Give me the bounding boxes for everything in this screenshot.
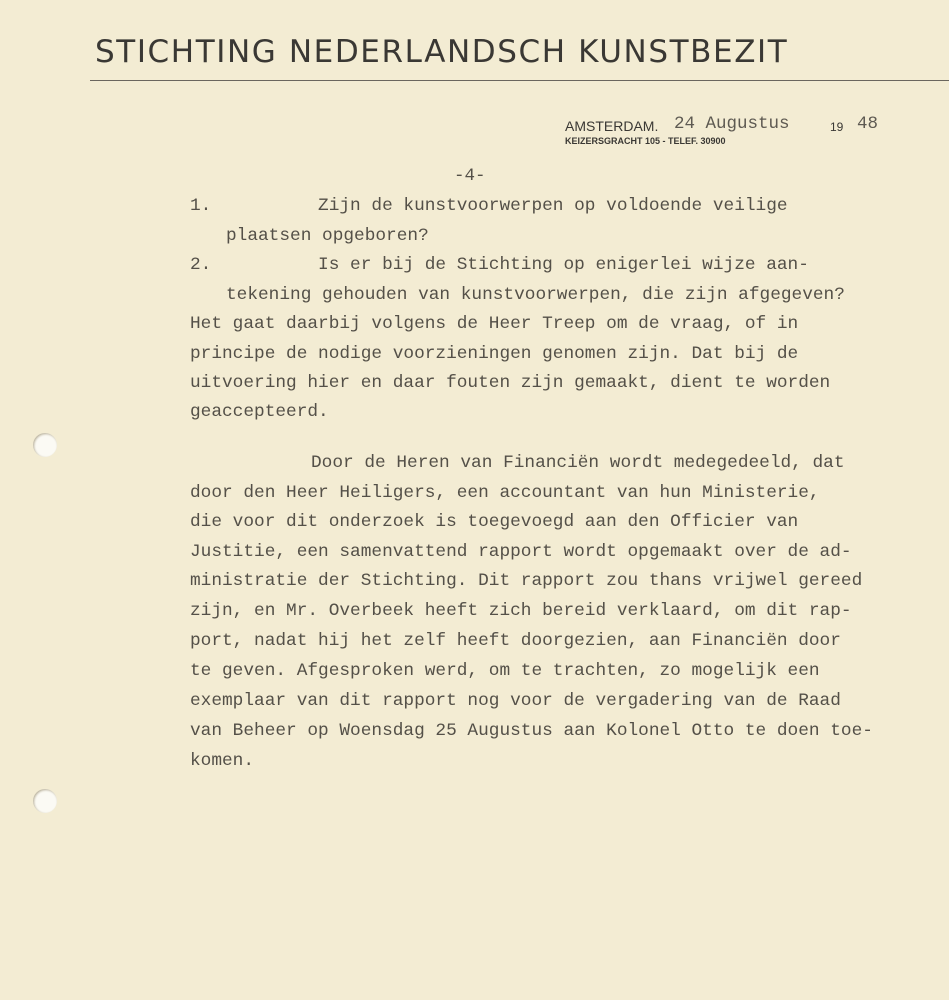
page-number: -4- xyxy=(454,166,486,186)
letterhead-address: KEIZERSGRACHT 105 - TELEF. 30900 xyxy=(565,136,726,146)
text-line: Justitie, een samenvattend rapport wordt opgemaakt over de ad- xyxy=(190,542,852,562)
letterhead-rule xyxy=(90,80,949,81)
punch-hole xyxy=(33,789,57,813)
text-line: Door de Heren van Financiën wordt medegedeeld, dat xyxy=(311,453,845,473)
text-line: te geven. Afgesproken werd, om te trachten, zo mogelijk een xyxy=(190,661,820,681)
text-line: door den Heer Heiligers, een accountant van hun Ministerie, xyxy=(190,483,820,503)
text-line: zijn, en Mr. Overbeek heeft zich bereid verklaard, om dit rap- xyxy=(190,601,852,621)
text-line: Het gaat daarbij volgens de Heer Treep om de vraag, of in xyxy=(190,314,799,334)
text-line: principe de nodige voorzieningen genomen zijn. Dat bij de xyxy=(190,344,799,364)
text-line: tekening gehouden van kunstvoorwerpen, die zijn afgegeven? xyxy=(226,285,845,305)
text-line: komen. xyxy=(190,751,255,771)
text-line: 2. Is er bij de Stichting op enigerlei wijze aan- xyxy=(190,255,809,275)
text-line: exemplaar van dit rapport nog voor de vergadering van de Raad xyxy=(190,691,841,711)
text-line: ministratie der Stichting. Dit rapport zou thans vrijwel gereed xyxy=(190,571,863,591)
letterhead-city: AMSTERDAM. xyxy=(565,118,659,134)
text-line: die voor dit onderzoek is toegevoegd aan den Officier van xyxy=(190,512,799,532)
text-line: geaccepteerd. xyxy=(190,402,329,422)
letter-date: 24 Augustus xyxy=(674,114,790,134)
text-line: 1. Zijn de kunstvoorwerpen op voldoende veilige xyxy=(190,196,788,216)
text-line: plaatsen opgeboren? xyxy=(226,226,429,246)
punch-hole xyxy=(33,433,57,457)
letterhead-title: STICHTING NEDERLANDSCH KUNSTBEZIT xyxy=(95,34,789,70)
year-prefix: 19 xyxy=(830,120,844,134)
year-suffix: 48 xyxy=(857,114,879,134)
text-line: van Beheer op Woensdag 25 Augustus aan Kolonel Otto te doen toe- xyxy=(190,721,873,741)
text-line: uitvoering hier en daar fouten zijn gemaakt, dient te worden xyxy=(190,373,831,393)
text-line: port, nadat hij het zelf heeft doorgezien, aan Financiën door xyxy=(190,631,841,651)
